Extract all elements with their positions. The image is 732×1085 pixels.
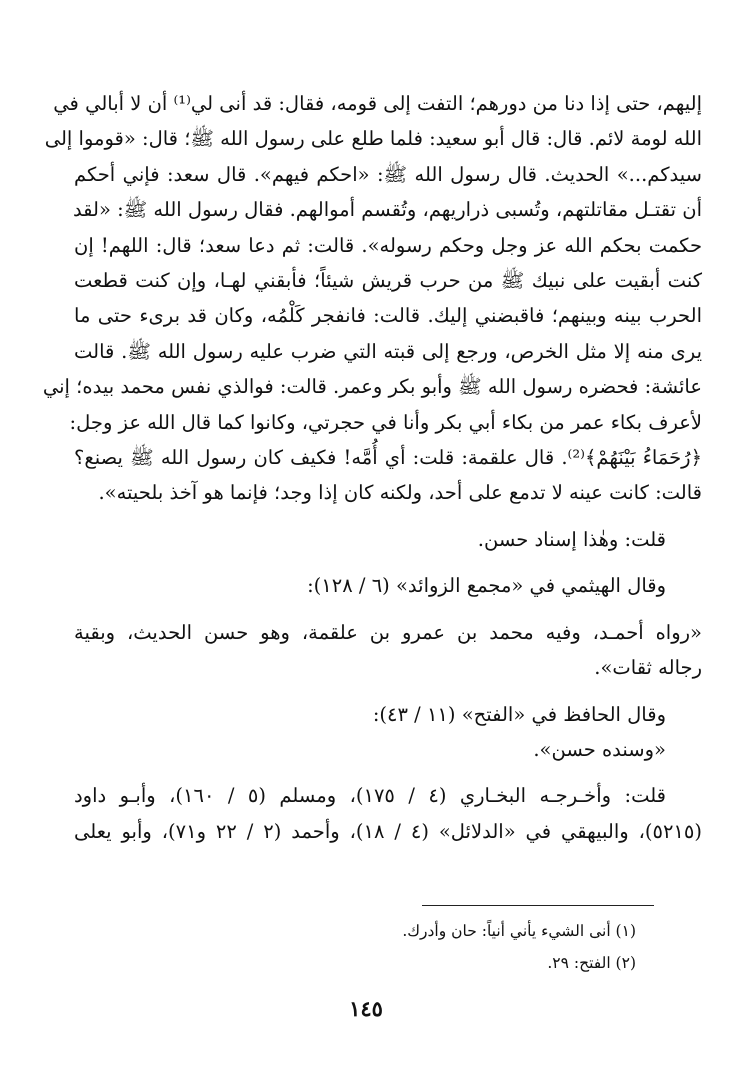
text-line: «رواه أحمـد، وفيه محمد بن عمرو بن علقمة، وهو حسن الحديث، وبقية xyxy=(74,620,702,644)
footnote-separator xyxy=(422,905,654,906)
text-line: حكمت بحكم الله عز وجل وحكم رسوله». قالت: ثم دعا سعد؛ قال: اللهم! إن xyxy=(74,233,702,257)
text-line: أن تقتـل مقاتلتهم، وتُسبى ذراريهم، وتُقسم أموالهم. فقال رسول الله ﷺ: «لقد xyxy=(72,198,702,222)
main-text xyxy=(42,86,702,849)
hadith-paragraph xyxy=(42,86,702,511)
footnote-1: (١) أنى الشيء يأني أنياً: حان وأدرك. xyxy=(402,922,636,940)
page-number: ١٤٥ xyxy=(349,996,383,1021)
text-line: يرى منه إلا مثل الخرص، ورجع إلى قبته التي ضرب عليه رسول الله ﷺ. قالت xyxy=(74,339,702,363)
text-line: كنت أبقيت على نبيك ﷺ من حرب قريش شيئاً؛ فأبقني لهـا، وإن كنت قطعت xyxy=(74,269,702,293)
hafiz-intro: وقال الحافظ في «الفتح» (١١ / ٤٣): xyxy=(372,702,666,726)
text-line: لأعرف بكاء عمر من بكاء أبي بكر وأنا في حجرتي، وكانوا كما قال الله عز وجل: xyxy=(69,410,702,434)
text-line: عائشة: فحضره رسول الله ﷺ وأبو بكر وعمر. قالت: فوالذي نفس محمد بيده؛ إني xyxy=(42,375,702,399)
hafiz-quote: «وسنده حسن». xyxy=(533,737,666,761)
haythami-intro: وقال الهيثمي في «مجمع الزوائد» (٦ / ١٢٨): xyxy=(307,574,666,598)
text-line: الله لومة لائم. قال: قال أبو سعيد: فلما طلع على رسول الله ﷺ؛ قال: «قوموا إلى xyxy=(44,127,702,151)
haythami-quote xyxy=(74,615,702,686)
text-line: رجاله ثقات». xyxy=(594,656,702,680)
text-line: قلت: وأخـرجـه البخـاري (٤ / ١٧٥)، ومسلم (٥ / ١٦٠)، وأبـو داود xyxy=(74,784,666,808)
text-line: (٥٢١٥)، والبيهقي في «الدلائل» (٤ / ١٨)، وأحمد (٢ / ٢٢ و٧١)، وأبو يعلى xyxy=(74,819,702,843)
isnad-note: قلت: وهٰذا إسناد حسن. xyxy=(477,527,666,551)
footnote-2: (٢) الفتح: ٢٩. xyxy=(547,954,636,972)
footnotes xyxy=(94,915,654,979)
text-line: سيدكم...» الحديث. قال رسول الله ﷺ: «احكم فيهم». قال سعد: فإني أحكم xyxy=(74,162,702,186)
text-line: ﴿رُحَمَاءُ بَيْنَهُمْ﴾⁽²⁾. قال علقمة: قلت: أي أُمَّه! فكيف كان رسول الله ﷺ يصنع؟ xyxy=(74,446,702,470)
takhrij-paragraph xyxy=(74,778,702,849)
text-line: الحرب بينه وبينهم؛ فاقبضني إليك. قالت: فانفجر كَلْمُه، وكان قد برىء حتى ما xyxy=(74,304,702,328)
text-line: إليهم، حتى إذا دنا من دورهم؛ التفت إلى قومه، فقال: قد أنى لي⁽¹⁾ أن لا أبالي في xyxy=(53,92,702,115)
text-line: قالت: كانت عينه لا تدمع على أحد، ولكنه كان إذا وجد؛ فإنما هو آخذ بلحيته». xyxy=(98,481,702,505)
